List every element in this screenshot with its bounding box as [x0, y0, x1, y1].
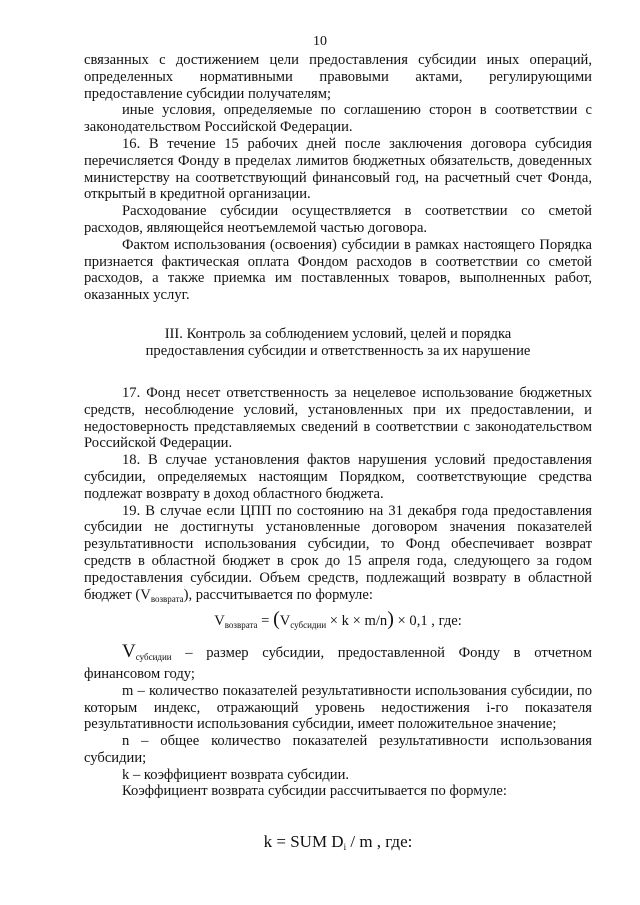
- vdef-text: – размер субсидии, предоставленной Фонду в отчетном финансовом году;: [84, 645, 592, 682]
- paragraph-19: [84, 503, 592, 608]
- paragraph-continuation: связанных с достижением цели предоставления субсидии иных операций, определенных нормативными правовыми актами, регулирующими предоставление субсидии получателям;: [84, 52, 592, 102]
- paragraph-usage-fact: Фактом использования (освоения) субсидии в рамках настоящего Порядка признается фактическая оплата Фондом расходов в соответствии со сметой расходов, а также приемка им поставленных товаров, выполненных работ, оказанных услуг.: [84, 236, 592, 304]
- formula-open-paren: (: [273, 608, 280, 631]
- return-formula: [84, 608, 592, 634]
- vdef-symbol: V: [122, 641, 136, 663]
- section-heading: [84, 326, 592, 360]
- vdef-sub: субсидии: [135, 652, 172, 663]
- formula-v: V: [279, 613, 291, 630]
- paragraph-18: 18. В случае установления фактов нарушения условий предоставления субсидии, определяемых настоящим Порядком, соответствующие средства подлежат возврату в доход областного бюджета.: [84, 452, 592, 502]
- formula-mid: × k × m/n: [326, 613, 388, 630]
- formula-eq: =: [257, 613, 274, 630]
- formula-tail: × 0,1 , где:: [393, 613, 462, 630]
- paragraph-19-text: 19. В случае если ЦПП по состоянию на 31 декабря года предоставления субсидии не достигнуты установленные договором значения показателей результативности использования субсидии, то Фонд обеспечивает возврат средств в областной бюджет в срок до 15 апреля года, следующего за годом предоставления субсидии. Объем средств, подлежащий возврату в областной бюджет (V: [84, 502, 592, 603]
- formula2-sub: i: [343, 842, 347, 853]
- formula-v-sub: субсидии: [290, 620, 327, 631]
- paragraph-19-tail: ), рассчитывается по формуле:: [183, 586, 373, 603]
- formula-close-paren: ): [387, 608, 394, 631]
- formula2-tail: / m , где:: [346, 832, 413, 852]
- section-heading-line-1: III. Контроль за соблюдением условий, целей и порядка: [164, 325, 512, 342]
- definition-n: n – общее количество показателей результативности использования субсидии;: [84, 733, 592, 766]
- formula2-main: k = SUM D: [263, 832, 344, 852]
- document-body: [84, 52, 592, 856]
- definition-k: k – коэффициент возврата субсидии.: [122, 766, 350, 783]
- formula-lhs-sub: возврата: [224, 620, 258, 631]
- definition-m: m – количество показателей результативности использования субсидии, по которым индекс, отражающий уровень недостижения i-го показателя результативности использования субсидии, имеет положительное значение;: [84, 682, 592, 733]
- formula-lhs: V: [214, 613, 225, 630]
- section-heading-line-2: предоставления субсидии и ответственность за их нарушение: [145, 342, 531, 359]
- paragraph-17: 17. Фонд несет ответственность за нецелевое использование бюджетных средств, несоблюдение условий, установленных при их предоставлении, и недостоверность представляемых сведений в соответствии с законодательством Российской Федерации.: [84, 384, 592, 452]
- coefficient-intro: Коэффициент возврата субсидии рассчитывается по формуле:: [122, 783, 507, 800]
- paragraph-spending: Расходование субсидии осуществляется в соответствии со сметой расходов, являющейся неотъемлемой частью договора.: [84, 203, 592, 236]
- page-number: 10: [313, 34, 327, 49]
- definition-v-subsidy: [84, 641, 592, 683]
- paragraph-16: 16. В течение 15 рабочих дней после заключения договора субсидия перечисляется Фонду в пределах лимитов бюджетных обязательств, доведенных министерству на соответствующий финансовый год, на расчетный счет Фонда, открытый в кредитной организации.: [84, 135, 592, 203]
- paragraph-other-conditions: иные условия, определяемые по соглашению сторон в соответствии с законодательством Российской Федерации.: [84, 102, 592, 136]
- coefficient-formula: [84, 834, 592, 856]
- paragraph-19-subscript: возврата: [150, 593, 184, 604]
